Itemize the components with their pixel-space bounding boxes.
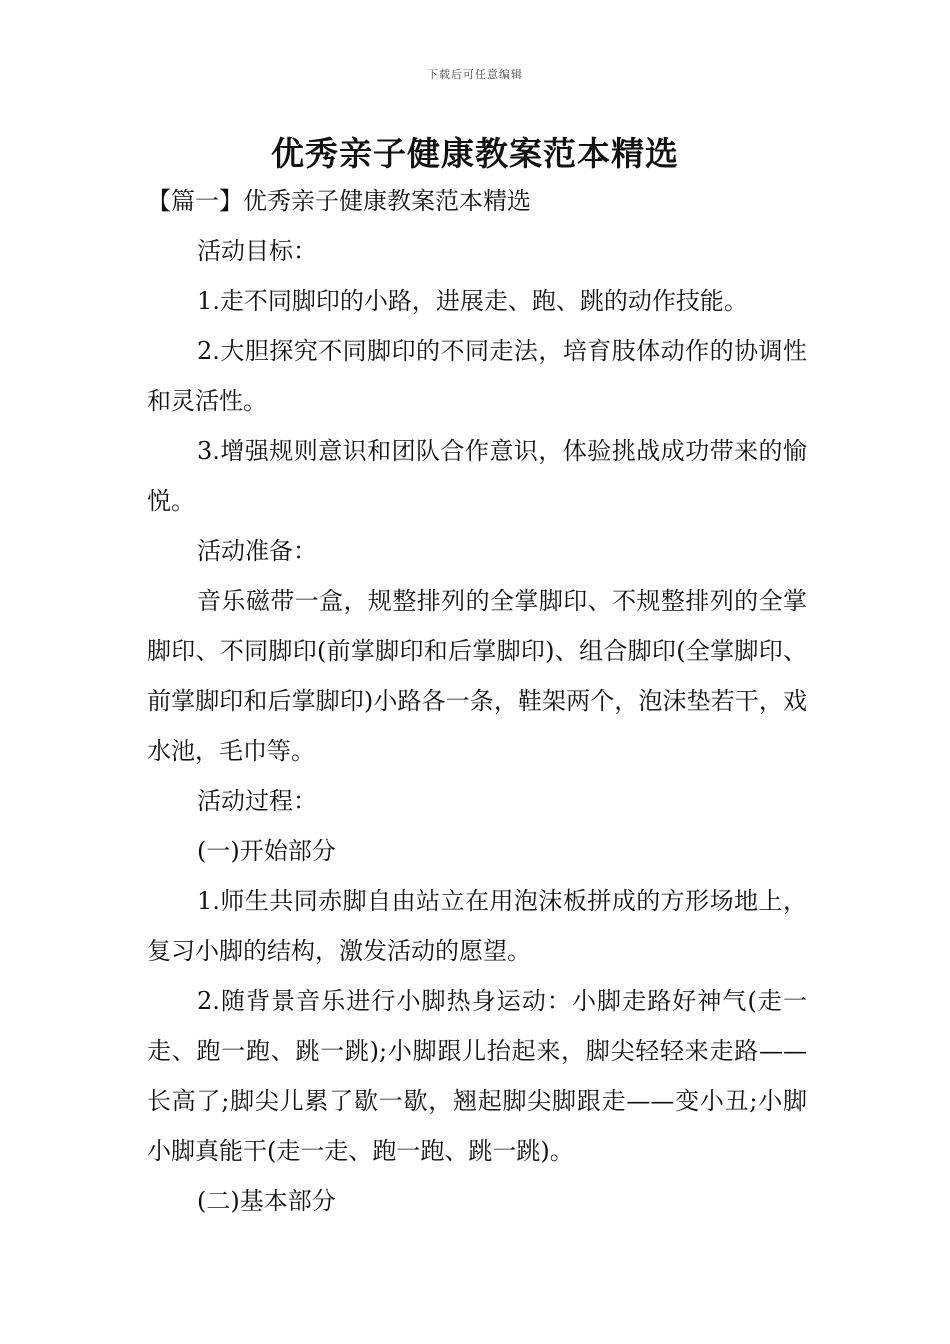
- paragraph: 2.随背景音乐进行小脚热身运动：小脚走路好神气(走一走、跑一跑、跳一跳);小脚跟儿抬起来，脚尖轻轻来走路——长高了;脚尖儿累了歇一歇，翘起脚尖脚跟走——变小丑;小脚小脚真能干(走一走、跑一跑、跳一跳)。: [147, 987, 807, 1165]
- paragraph: 音乐磁带一盒，规整排列的全掌脚印、不规整排列的全掌脚印、不同脚印(前掌脚印和后掌脚印)、组合脚印(全掌脚印、前掌脚印和后掌脚印)小路各一条，鞋架两个，泡沫垫若干，戏水池，毛巾等。: [147, 587, 807, 765]
- paragraph: 2.大胆探究不同脚印的不同走法，培育肢体动作的协调性和灵活性。: [147, 337, 807, 415]
- paragraph: 1.师生共同赤脚自由站立在用泡沫板拼成的方形场地上，复习小脚的结构，激发活动的愿望。: [147, 887, 807, 965]
- paragraph: 1.走不同脚印的小路，进展走、跑、跳的动作技能。: [197, 287, 748, 315]
- paragraph: (一)开始部分: [197, 837, 336, 865]
- paragraph: 活动过程：: [197, 787, 317, 815]
- paragraph: (二)基本部分: [197, 1187, 336, 1215]
- document-title: 优秀亲子健康教案范本精选: [271, 134, 679, 173]
- paragraph: 3.增强规则意识和团队合作意识，体验挑战成功带来的愉悦。: [147, 437, 807, 515]
- paragraph: 活动目标：: [197, 237, 317, 265]
- section-heading: 【篇一】优秀亲子健康教案范本精选: [147, 187, 531, 215]
- paragraph: 活动准备：: [197, 537, 317, 565]
- document-body: [147, 176, 807, 1226]
- page-header-note: 下载后可任意编辑: [427, 68, 523, 81]
